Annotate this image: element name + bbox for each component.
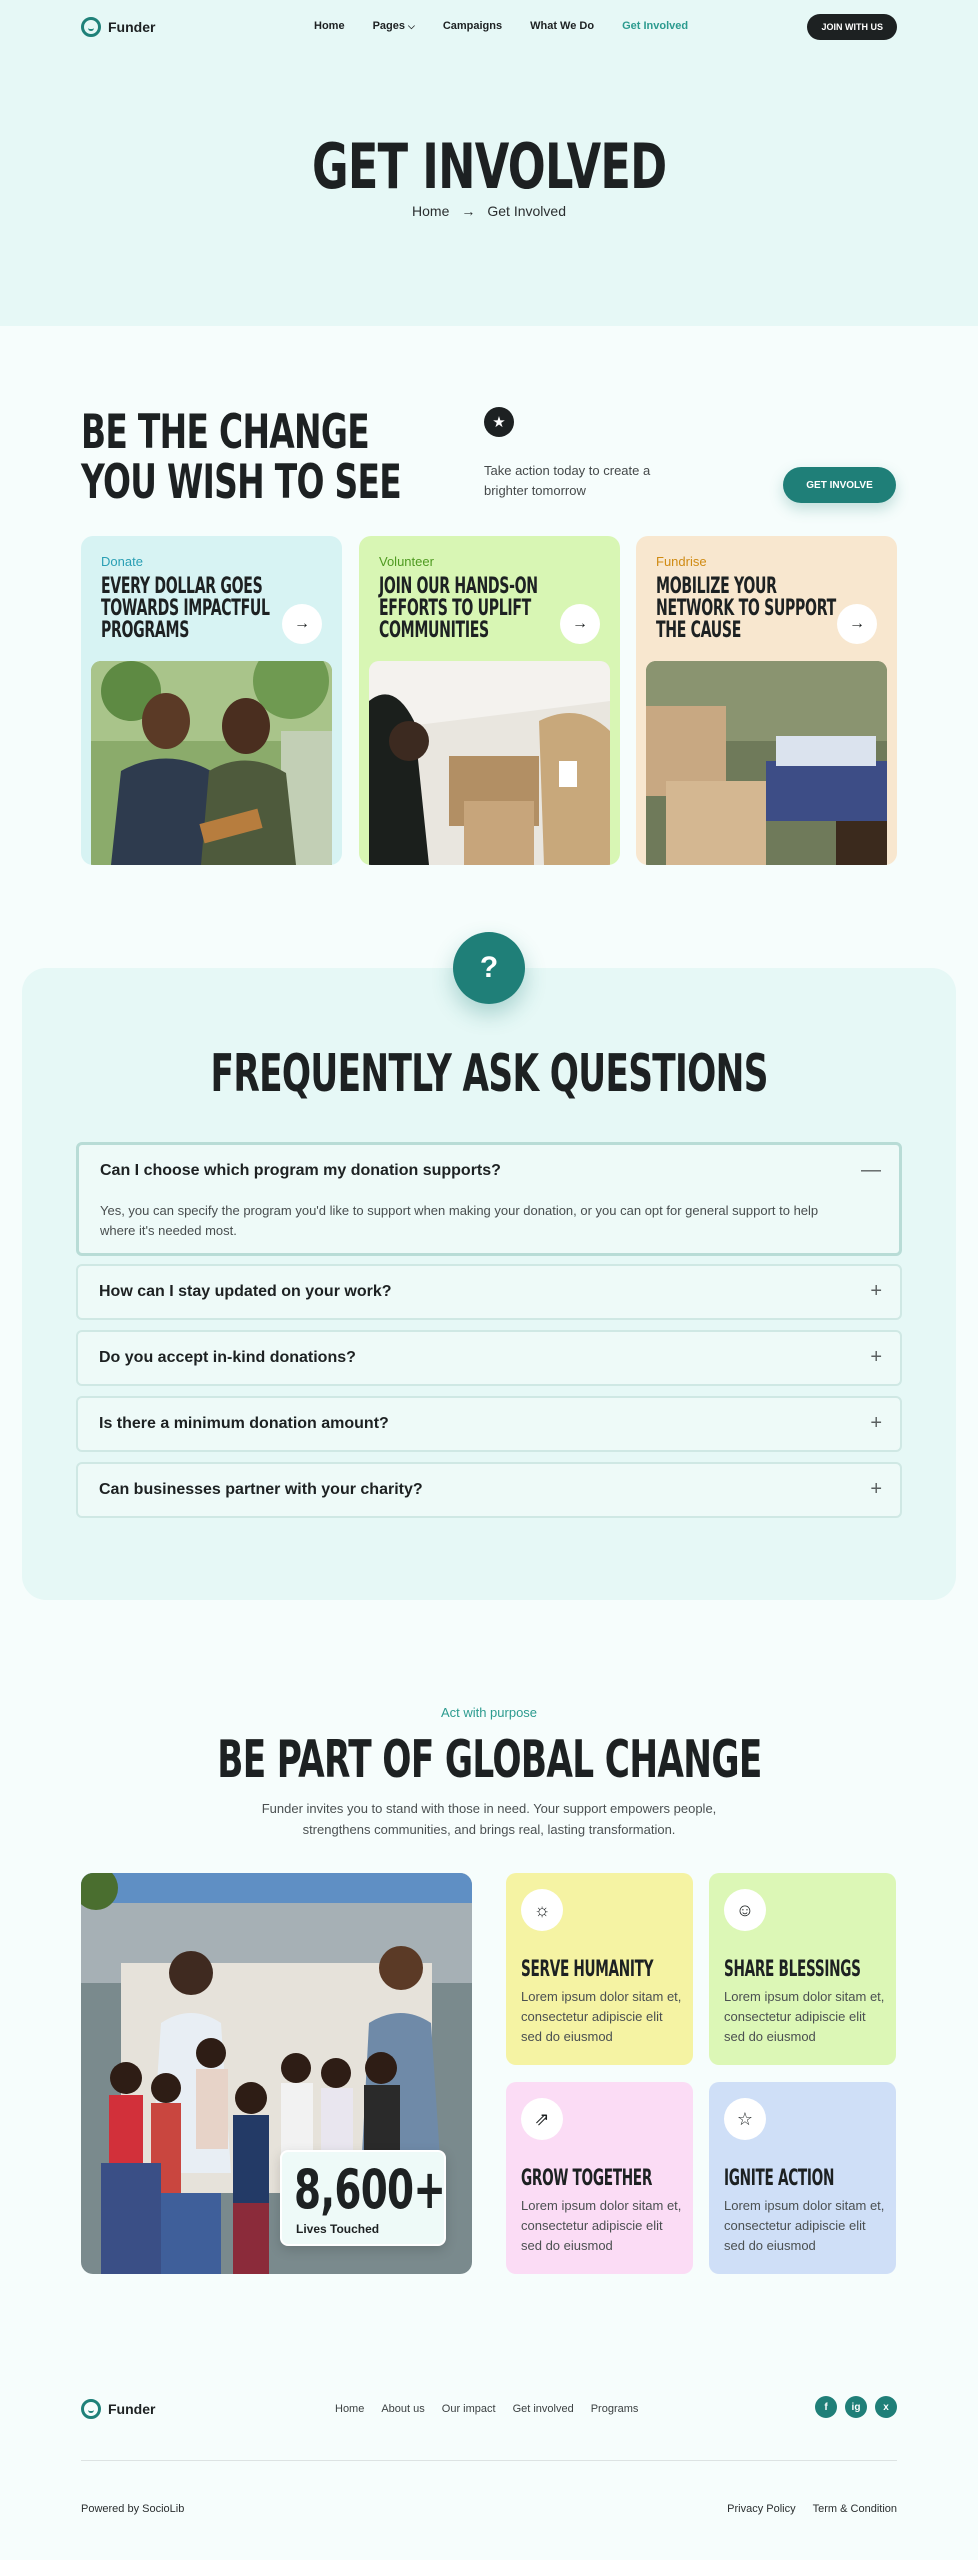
brand-name: Funder (108, 19, 156, 35)
footer-link-programs[interactable]: Programs (590, 2403, 639, 2415)
nav-what-we-do[interactable]: What We Do (530, 20, 595, 32)
change-title (81, 405, 538, 510)
join-button[interactable]: JOIN WITH US (807, 14, 897, 40)
faq-item[interactable] (76, 1462, 902, 1518)
plus-icon[interactable]: + (870, 1412, 882, 1434)
footer-divider (81, 2460, 897, 2461)
tile-text: Lorem ipsum dolor sitam et, consectetur adipiscie elit sed do eiusmod (724, 2198, 885, 2253)
card-tag: Fundrise (656, 554, 707, 569)
nav-pages[interactable] (373, 20, 415, 32)
faq-item[interactable] (76, 1142, 902, 1256)
top-nav (81, 14, 897, 40)
faq-item[interactable] (76, 1330, 902, 1386)
star-icon: ★ (484, 407, 514, 437)
social-links (815, 2396, 897, 2418)
arrow-right-icon[interactable]: → (837, 604, 877, 644)
card-photo (91, 661, 332, 865)
tile-text: Lorem ipsum dolor sitam et, consectetur adipiscie elit sed do eiusmod (521, 2198, 682, 2253)
card-title-line: MOBILIZE YOUR (656, 574, 777, 599)
star-outline-icon: ☆ (724, 2098, 766, 2140)
legal-links (727, 2503, 897, 2515)
faq-answer: Yes, you can specify the program you'd like to support when making your donation, or you can opt for general support to help where it's needed most. (100, 1203, 819, 1238)
faq-question: Do you accept in-kind donations? (99, 1349, 356, 1366)
question-icon: ? (453, 932, 525, 1004)
minus-icon[interactable]: — (861, 1159, 881, 1181)
global-title-text: BE PART OF GLOBAL CHANGE (216, 1730, 762, 1790)
change-title-line1: BE THE CHANGE (81, 405, 369, 460)
card-title-line: THE CAUSE (656, 618, 742, 643)
tile-text: Lorem ipsum dolor sitam et, consectetur adipiscie elit sed do eiusmod (521, 1989, 682, 2044)
card-volunteer[interactable] (359, 536, 620, 865)
tile-share-blessings[interactable] (709, 1873, 896, 2065)
facebook-icon[interactable]: f (815, 2396, 837, 2418)
card-title-line: EFFORTS TO UPLIFT (379, 596, 531, 621)
faq-item[interactable] (76, 1396, 902, 1452)
footer-link-home[interactable]: Home (335, 2403, 365, 2415)
stat-label: Lives Touched (296, 2222, 380, 2236)
tile-title (521, 1957, 734, 1982)
nav-get-involved[interactable]: Get Involved (622, 20, 689, 32)
logo-icon (81, 17, 101, 37)
faq-question: Can I choose which program my donation supports? (100, 1162, 501, 1179)
nav-campaigns[interactable]: Campaigns (442, 20, 503, 32)
page-title (0, 130, 978, 203)
tile-serve-humanity[interactable] (506, 1873, 693, 2065)
page-title-text: GET INVOLVED (311, 130, 667, 203)
faq-question: How can I stay updated on your work? (99, 1283, 392, 1300)
card-title-line: EVERY DOLLAR GOES (101, 574, 263, 599)
card-photo (369, 661, 610, 865)
arrow-right-icon: → (461, 203, 476, 219)
card-fundrise[interactable] (636, 536, 897, 865)
stat-card (280, 2150, 446, 2246)
faq-title-text: FREQUENTLY ASK QUESTIONS (210, 1044, 768, 1104)
card-photo (646, 661, 887, 865)
smile-icon: ☺ (724, 1889, 766, 1931)
faq-question: Can businesses partner with your charity? (99, 1481, 423, 1498)
get-involve-button[interactable]: GET INVOLVE (783, 467, 896, 503)
plus-icon[interactable]: + (870, 1280, 882, 1302)
terms-link[interactable]: Term & Condition (812, 2503, 897, 2515)
change-title-line2: YOU WISH TO SEE (81, 455, 402, 510)
card-title-line: COMMUNITIES (379, 618, 489, 643)
tile-title-text: IGNITE ACTION (724, 2166, 835, 2191)
card-donate[interactable] (81, 536, 342, 865)
card-tag: Volunteer (379, 554, 434, 569)
breadcrumb-home[interactable]: Home (412, 203, 450, 219)
brand-logo[interactable] (81, 17, 155, 37)
footer-link-about[interactable]: About us (381, 2403, 425, 2415)
section-eyebrow: Act with purpose (440, 1705, 538, 1720)
card-tag: Donate (101, 554, 143, 569)
tile-title-text: GROW TOGETHER (521, 2166, 653, 2191)
tile-text: Lorem ipsum dolor sitam et, consectetur adipiscie elit sed do eiusmod (724, 1989, 885, 2044)
care-icon: ☼ (521, 1889, 563, 1931)
breadcrumb (0, 203, 978, 219)
card-title-line: TOWARDS IMPACTFUL (101, 596, 270, 621)
stat-value-text: 8,600+ (294, 2158, 446, 2221)
privacy-link[interactable]: Privacy Policy (727, 2503, 796, 2515)
footer (81, 2396, 897, 2422)
footer-brand-name: Funder (108, 2401, 156, 2417)
card-title-line: NETWORK TO SUPPORT (656, 596, 836, 621)
tile-ignite-action[interactable] (709, 2082, 896, 2274)
stat-value (294, 2158, 504, 2221)
footer-brand-logo[interactable] (81, 2399, 155, 2419)
footer-link-impact[interactable]: Our impact (441, 2403, 496, 2415)
faq-question: Is there a minimum donation amount? (99, 1415, 389, 1432)
plus-icon[interactable]: + (870, 1478, 882, 1500)
tile-title (724, 2166, 902, 2191)
growth-chart-icon: ⇗ (521, 2098, 563, 2140)
x-twitter-icon[interactable]: x (875, 2396, 897, 2418)
arrow-right-icon[interactable]: → (282, 604, 322, 644)
nav-links (314, 20, 688, 32)
footer-link-get-involved[interactable]: Get involved (512, 2403, 574, 2415)
powered-by: Powered by SocioLib (81, 2503, 185, 2515)
global-title (0, 1730, 978, 1790)
breadcrumb-current: Get Involved (487, 203, 566, 219)
tile-grow-together[interactable] (506, 2082, 693, 2274)
arrow-right-icon[interactable]: → (560, 604, 600, 644)
global-description: Funder invites you to stand with those in need. Your support empowers people, strengthens communities, and brings real, lasting transformation. (261, 1801, 717, 1837)
card-title-line: JOIN OUR HANDS-ON (379, 574, 538, 599)
plus-icon[interactable]: + (870, 1346, 882, 1368)
faq-title (0, 1044, 978, 1104)
nav-pages-label: Pages (372, 20, 405, 32)
change-text: Take action today to create a brighter tomorrow (484, 463, 651, 498)
chevron-down-icon: ⌵ (407, 21, 415, 31)
instagram-icon[interactable]: ig (845, 2396, 867, 2418)
nav-home[interactable]: Home (314, 20, 345, 32)
faq-item[interactable] (76, 1264, 902, 1320)
tile-title-text: SERVE HUMANITY (521, 1957, 654, 1982)
card-title-line: PROGRAMS (101, 618, 190, 643)
logo-icon (81, 2399, 101, 2419)
tile-title-text: SHARE BLESSINGS (724, 1957, 861, 1982)
footer-links (335, 2403, 638, 2415)
tile-title (521, 2166, 732, 2191)
hero-section (0, 0, 978, 326)
tile-title (724, 1957, 944, 1982)
